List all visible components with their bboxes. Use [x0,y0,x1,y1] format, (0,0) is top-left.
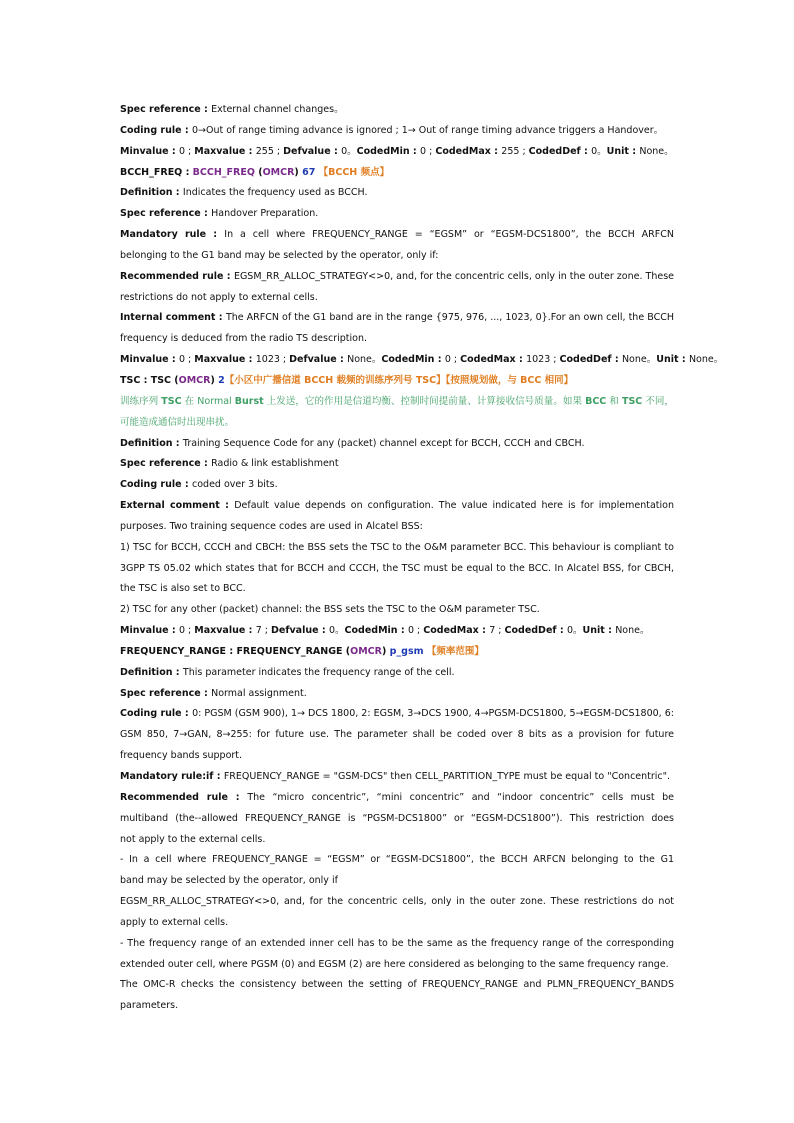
text-segment: 2) TSC for any other (packet) channel: the BSS sets the TSC to the O&M parameter TSC. [120,604,540,616]
text-segment: Minvalue : [120,145,179,157]
text-segment: CodedDef : [559,354,622,366]
text-line [120,913,674,934]
text-segment: OMCR [262,166,295,178]
text-segment: Recommended rule : [120,270,234,282]
text-segment: Coding rule : [120,479,192,491]
document-body [120,100,724,1017]
text-segment: CodedMax : [435,145,502,157]
text-segment: None。 [639,145,674,157]
text-segment: TSC : TSC ( [120,374,179,386]
text-segment: Training Sequence Code for any (packet) channel except for BCCH, CCCH and CBCH. [182,437,585,449]
text-segment: ) [210,374,219,386]
text-segment: Default value depends on configuration. The value indicated here is for implementation [234,500,674,512]
text-segment: - The frequency range of an extended inner cell has to be the same as the frequency range of the corresponding [120,937,674,949]
text-segment: GSM 850, 7→GAN, 8→255: for future use. The parameter shall be coded over 8 bits as a provision for future [120,729,674,741]
text-line [120,809,674,830]
text-segment: Minvalue : [120,625,179,637]
text-segment: 0 ; [178,145,195,157]
text-segment: OMCR [178,374,211,386]
text-line [120,121,674,142]
text-line [120,934,674,955]
text-segment: 0。 [328,625,345,637]
text-line [120,496,674,517]
text-segment: 0: PGSM (GSM 900), 1→ DCS 1800, 2: EGSM, 3→DCS 1900, 4→PGSM-DCS1800, 5→EGSM-DCS1800, 6: [192,708,674,720]
text-segment: CodedMin : [356,145,421,157]
text-segment: 在 [181,395,198,407]
text-segment: 0。 [341,145,357,157]
text-segment: None。 [347,354,382,366]
text-segment: CodedMax : [460,354,527,366]
text-line [120,329,674,350]
text-segment: 1) TSC for BCCH, CCCH and CBCH: the BSS sets the TSC to the O&M parameter BCC. This behaviour is compliant to [120,541,674,553]
text-segment: coded over 3 bits. [192,479,278,491]
text-segment: restrictions do not apply to external cells. [120,291,318,303]
text-line [120,955,674,976]
text-line [120,788,674,809]
text-segment: Normal assignment. [211,687,307,699]
text-segment: ) [294,166,303,178]
text-line [120,892,674,913]
text-segment: apply to external cells. [120,916,229,928]
text-segment: None。 [621,354,657,366]
text-segment: 7 ; [255,625,272,637]
text-segment: Unit : [606,145,640,157]
text-segment: 0 ; [420,145,436,157]
text-line [120,704,674,725]
text-segment: Maxvalue : [194,625,256,637]
text-segment: 0 ; [178,625,195,637]
text-segment: Spec reference : [120,208,212,220]
text-segment: 0 ; [444,354,461,366]
text-segment: 0。 [566,625,583,637]
text-line [120,517,674,538]
text-segment: - In a cell where FREQUENCY_RANGE = “EGSM” or “EGSM-DCS1800”, the BCCH ARFCN belonging to the G1 [120,854,674,866]
text-segment: not apply to the external cells. [120,833,266,845]
text-segment: CodedMax : [423,625,490,637]
text-segment: CodedDef : [504,625,567,637]
text-segment: External comment : [120,500,235,512]
text-line [120,308,674,329]
text-segment: Spec reference : [120,687,212,699]
text-segment: 7 ; [489,625,505,637]
text-segment: ( [254,166,263,178]
text-line [120,663,674,684]
text-segment: Maxvalue : [194,354,256,366]
text-line [120,871,674,892]
text-line [120,579,674,600]
text-segment: Normal [197,395,235,407]
text-segment: 上发送，它的作用是信道均衡、控制时间提前量、计算接收信号质量。如果 [263,395,586,407]
text-segment: The ARFCN of the G1 band are in the range {975, 976, ..., 1023, 0}.For an own cell, the BCCH [225,312,674,324]
text-segment: Definition : [120,437,183,449]
text-segment: purposes. Two training sequence codes are used in Alcatel BSS: [120,520,423,532]
text-segment: TSC [621,395,643,407]
text-segment: Burst [234,395,264,407]
text-line [120,350,724,371]
text-segment: Radio & link establishment [211,458,339,470]
text-line [120,142,674,163]
text-segment: 1023 ; [255,354,290,366]
text-line [120,454,674,475]
text-line [120,163,674,184]
text-segment: 0。 [591,145,607,157]
text-segment: 0 ; [407,625,424,637]
text-segment: Handover Preparation. [211,208,319,220]
text-segment: 255 ; [255,145,284,157]
text-segment: This parameter indicates the frequency range of the cell. [182,666,455,678]
text-segment: Coding rule : [120,124,192,136]
text-segment: 【小区中广播信道 BCCH 载频的训练序列号 TSC】【按照规划做，与 BCC 相同】 [224,374,574,386]
text-segment: Maxvalue : [194,145,256,157]
text-segment: The “micro concentric”, “mini concentric” and “indoor concentric” cells must be [247,791,674,803]
text-line [120,267,674,288]
text-line [120,246,674,267]
text-line [120,371,674,392]
text-segment: None。 [688,354,724,366]
text-segment: 【BCCH 频点】 [315,166,390,178]
text-segment: 3GPP TS 05.02 which states that for BCCH and CCCH, the TSC must be equal to the BCC. In Alcatel BSS, for CBCH, [120,562,674,574]
text-segment: 训练序列 [120,395,162,407]
text-segment: Internal comment : [120,312,226,324]
text-line [120,850,674,871]
text-segment: Spec reference : [120,458,212,470]
text-segment: 可能造成通信时出现串扰。 [120,416,235,428]
text-line [120,746,674,767]
text-segment: Mandatory rule:if : [120,771,224,782]
text-line [120,475,674,496]
text-segment: 和 [606,395,622,407]
text-segment: belonging to the G1 band may be selected by the operator, only if: [120,249,439,261]
text-segment: EGSM_RR_ALLOC_STRATEGY<>0, and, for the concentric cells, only in the outer zone. These restrictions do not [120,896,674,908]
text-line [120,225,674,246]
text-line [120,204,674,225]
text-segment: the TSC is also set to BCC. [120,583,246,595]
text-segment: FREQUENCY_RANGE = "GSM-DCS" then CELL_PARTITION_TYPE must be equal to "Concentric". [223,771,671,782]
text-line [120,996,674,1017]
text-segment: Definition : [120,187,183,199]
text-segment: multiband (the--allowed FREQUENCY_RANGE is “PGSM-DCS1800” or “EGSM-DCS1800”). This restriction does [120,812,674,824]
text-segment: Defvalue : [289,354,348,366]
text-segment: extended outer cell, where PGSM (0) and EGSM (2) are here considered as belonging to the same frequency range. [120,958,669,970]
text-segment: 255 ; [501,145,529,157]
text-line [120,684,674,705]
text-line [120,725,674,746]
text-segment: In a cell where FREQUENCY_RANGE = “EGSM” or “EGSM-DCS1800”, the BCCH ARFCN [224,229,674,241]
text-segment: 2 [218,374,225,386]
text-segment: 不同， [642,395,674,407]
text-segment: None。 [615,625,650,637]
text-segment: Minvalue : [120,354,179,366]
text-segment: 1023 ; [526,354,560,366]
text-segment: frequency bands support. [120,750,243,762]
text-segment: 67 [302,166,316,178]
text-segment: 0→Out of range timing advance is ignored ; 1→ Out of range timing advance triggers a Handover。 [192,124,664,136]
text-segment: Coding rule : [120,708,193,720]
text-segment: CodedMin : [344,625,408,637]
text-line [120,538,674,559]
text-segment: 0 ; [178,354,195,366]
text-line [120,559,674,580]
text-segment: CodedMin : [381,354,445,366]
text-segment: Unit : [582,625,616,637]
text-segment: Defvalue : [271,625,329,637]
text-segment: Spec reference : [120,104,212,115]
text-segment: FREQUENCY_RANGE : FREQUENCY_RANGE ( [120,645,351,657]
text-line [120,434,674,455]
text-line [120,621,674,642]
text-segment: Mandatory rule : [120,229,225,241]
text-line [120,100,674,121]
text-segment: The OMC-R checks the consistency between the setting of FREQUENCY_RANGE and PLMN_FREQUENCY_BANDS [120,979,674,991]
text-segment: band may be selected by the operator, only if [120,875,338,887]
text-segment: parameters. [120,1000,179,1012]
text-line [120,413,674,434]
text-line [120,975,674,996]
text-line [120,642,674,663]
text-segment: Defvalue : [283,145,342,157]
text-line [120,767,674,788]
text-line [120,600,674,621]
text-segment: p_gsm [389,645,424,657]
text-segment: frequency is deduced from the radio TS description. [120,333,367,345]
text-segment: BCCH_FREQ : [120,166,193,178]
text-segment: 【频率范围】 [423,645,484,657]
text-line [120,830,674,851]
text-segment: EGSM_RR_ALLOC_STRATEGY<>0, and, for the concentric cells, only in the outer zone. These [233,270,674,282]
text-segment: CodedDef : [528,145,592,157]
text-segment: Recommended rule : [120,791,248,803]
text-segment: TSC [161,395,182,407]
text-segment: BCC [585,395,607,407]
text-segment: External channel changes。 [211,104,344,115]
text-segment: OMCR [350,645,382,657]
text-line [120,288,674,309]
text-segment: Indicates the frequency used as BCCH. [182,187,368,199]
text-segment: ) [381,645,390,657]
text-segment: Definition : [120,666,183,678]
text-segment: Unit : [656,354,689,366]
text-line [120,183,674,204]
text-line [120,392,674,413]
text-segment: BCCH_FREQ [192,166,255,178]
